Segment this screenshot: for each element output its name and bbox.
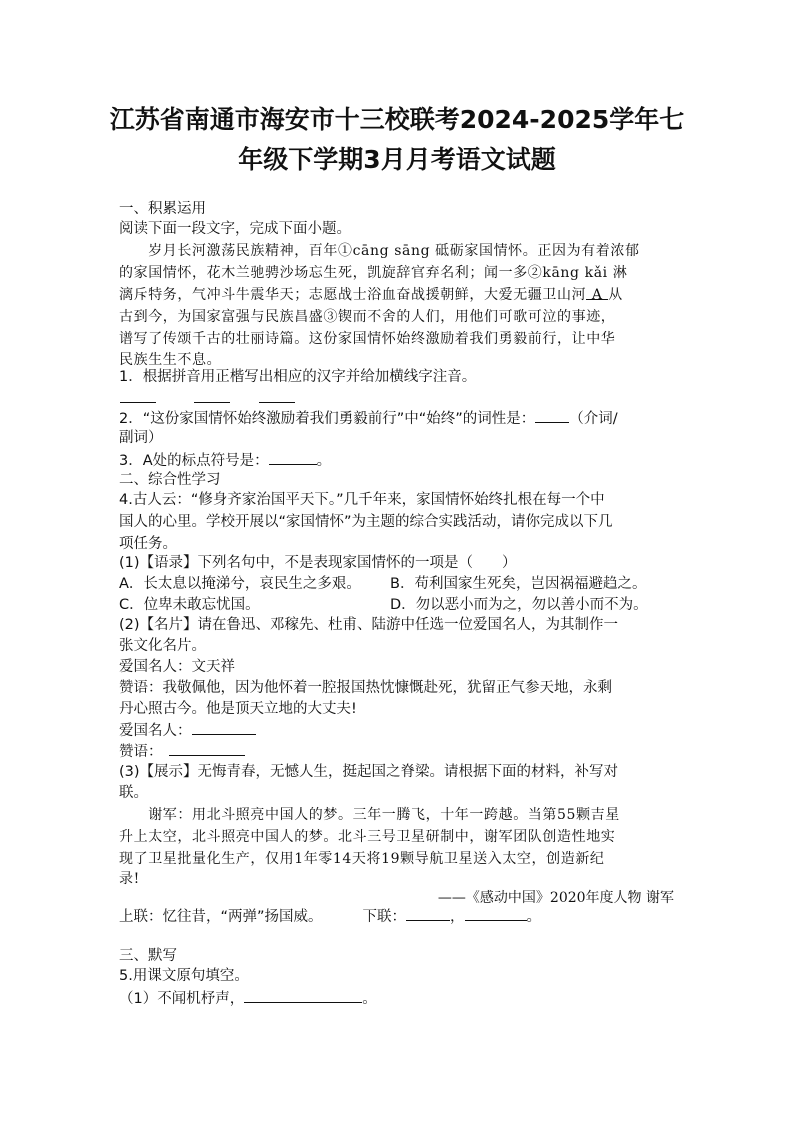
name-answer-row [119,720,256,741]
passage-line-5: 谱写了传颂千古的壮丽诗篇。这份家国情怀始终激励着我们勇毅前行，让中华 [119,331,616,347]
example-name: 爱国名人：文天祥 [119,659,235,675]
question-5: 5.用课文原句填空。 [119,968,249,984]
couplet-upper: 上联：忆往昔，“两弹”扬国威。 [119,909,323,925]
material-line-3: 现了卫星批量化生产，仅用1年零14天将19颗导航卫星送入太空，创造新纪 [119,851,605,867]
passage-line-6: 民族生生不息。 [119,352,222,368]
question-4-line-1: 4.古人云：“修身齐家治国平天下。”几千年来，家国情怀始终扎根在每一个中 [119,492,605,508]
question-2-text: 2．“这份家国情怀始终激励着我们勇毅前行”中“始终”的词性是： [119,411,536,427]
example-praise-line-2: 丹心照古今。他是顶天立地的大丈夫! [119,701,357,717]
title-line-1: 江苏省南通市海安市十三校联考2024-2025学年七 [109,105,685,134]
praise-label: 赞语： [119,744,163,760]
sub-question-1: (1)【语录】下列名句中，不是表现家国情怀的一项是（ ） [119,555,517,571]
question-2 [119,408,618,429]
passage-line-4: 古到今，为国家富强与民族昌盛③锲而不舍的人们，用他们可歌可泣的事迹， [119,309,616,325]
question-1: 1．根据拼音用正楷写出相应的汉字并给加横线字注音。 [119,369,477,385]
option-d[interactable]: D．勿以恶小而为之，勿以善小而不为。 [390,597,648,613]
option-a[interactable]: A．长太息以掩涕兮，哀民生之多艰。 [119,576,361,592]
sub-question-3-line-2: 联。 [119,785,148,801]
title-line-2: 年级下学期3月月考语文试题 [238,145,556,174]
question-4-line-2: 国人的心里。学校开展以“家国情怀”为主题的综合实践活动，请你完成以下几 [119,514,613,530]
section-2-heading: 二、综合性学习 [119,472,221,488]
question-5-1-text: （1）不闻机杼声， [119,991,245,1007]
sub-question-3-line-1: (3)【展示】无悔青春，无憾人生，挺起国之脊梁。请根据下面的材料，补写对 [119,764,619,780]
material-source: ——《感动中国》2020年度人物 谢军 [437,890,674,906]
material-line-2: 升上太空，北斗照亮中国人的梦。北斗三号卫星研制中，谢军团队创造性地实 [119,829,616,845]
sub-question-2-line-2: 张文化名片。 [119,638,206,654]
name-blank[interactable] [192,720,256,735]
question-3-blank[interactable] [269,450,317,465]
punctuation-blank-a[interactable]: A [586,285,608,300]
section-3-heading: 三、默写 [119,948,177,964]
question-5-1 [119,988,377,1009]
answer-blank-2[interactable] [194,402,230,403]
couplet-blank-1[interactable] [406,906,450,921]
sub-question-2-line-1: (2)【名片】请在鲁迅、邓稼先、杜甫、陆游中任选一位爱国名人，为其制作一 [119,617,619,633]
option-c[interactable]: C．位卑未敢忘忧国。 [119,597,260,613]
couplet-blank-2[interactable] [465,906,527,921]
material-line-1: 谢军：用北斗照亮中国人的梦。三年一腾飞，十年一跨越。当第55颗吉星 [119,807,620,823]
question-2-options: （介词/ [569,411,618,427]
reading-intro: 阅读下面一段文字，完成下面小题。 [119,221,351,237]
couplet-row [119,906,541,927]
question-5-1-blank[interactable] [244,988,362,1003]
question-2-continued: 副词） [119,430,163,446]
passage-line-3 [119,285,623,305]
question-3 [119,450,331,471]
question-3-text: 3．A处的标点符号是： [119,453,269,469]
example-praise-line-1: 赞语：我敬佩他，因为他怀着一腔报国热忱慷慨赴死，犹留正气参天地，永剩 [119,680,612,696]
praise-answer-row [119,741,245,762]
praise-blank[interactable] [169,741,245,756]
passage-line-3-end: 从 [608,287,623,303]
question-3-end: 。 [316,453,332,469]
question-5-1-period: 。 [362,991,377,1007]
section-1-heading: 一、积累运用 [119,201,206,217]
exam-title [100,100,694,180]
question-2-blank[interactable] [535,408,569,423]
answer-blank-3[interactable] [259,402,295,403]
passage-line-1: 岁月长河激荡民族精神，百年①cāng sāng 砥砺家国情怀。正因为有着浓郁 [119,243,640,259]
couplet-lower-label: 下联： [362,909,407,925]
name-label: 爱国名人： [119,723,192,739]
material-line-4: 录! [119,871,140,887]
option-b[interactable]: B．苟利国家生死矣，岂因祸福避趋之。 [390,576,647,592]
question-4-line-3: 项任务。 [119,536,177,552]
couplet-comma: ， [450,909,465,925]
couplet-period: 。 [526,909,542,925]
passage-line-2: 的家国情怀，花木兰驰骋沙场忘生死，凯旋辞官弃名利；闻一多②kāng kǎi 淋 [119,265,628,281]
answer-blank-1[interactable] [120,402,156,403]
passage-line-3-text: 漓斥特务，气冲斗牛震华天；志愿战士浴血奋战援朝鲜，大爱无疆卫山河 [119,287,587,303]
